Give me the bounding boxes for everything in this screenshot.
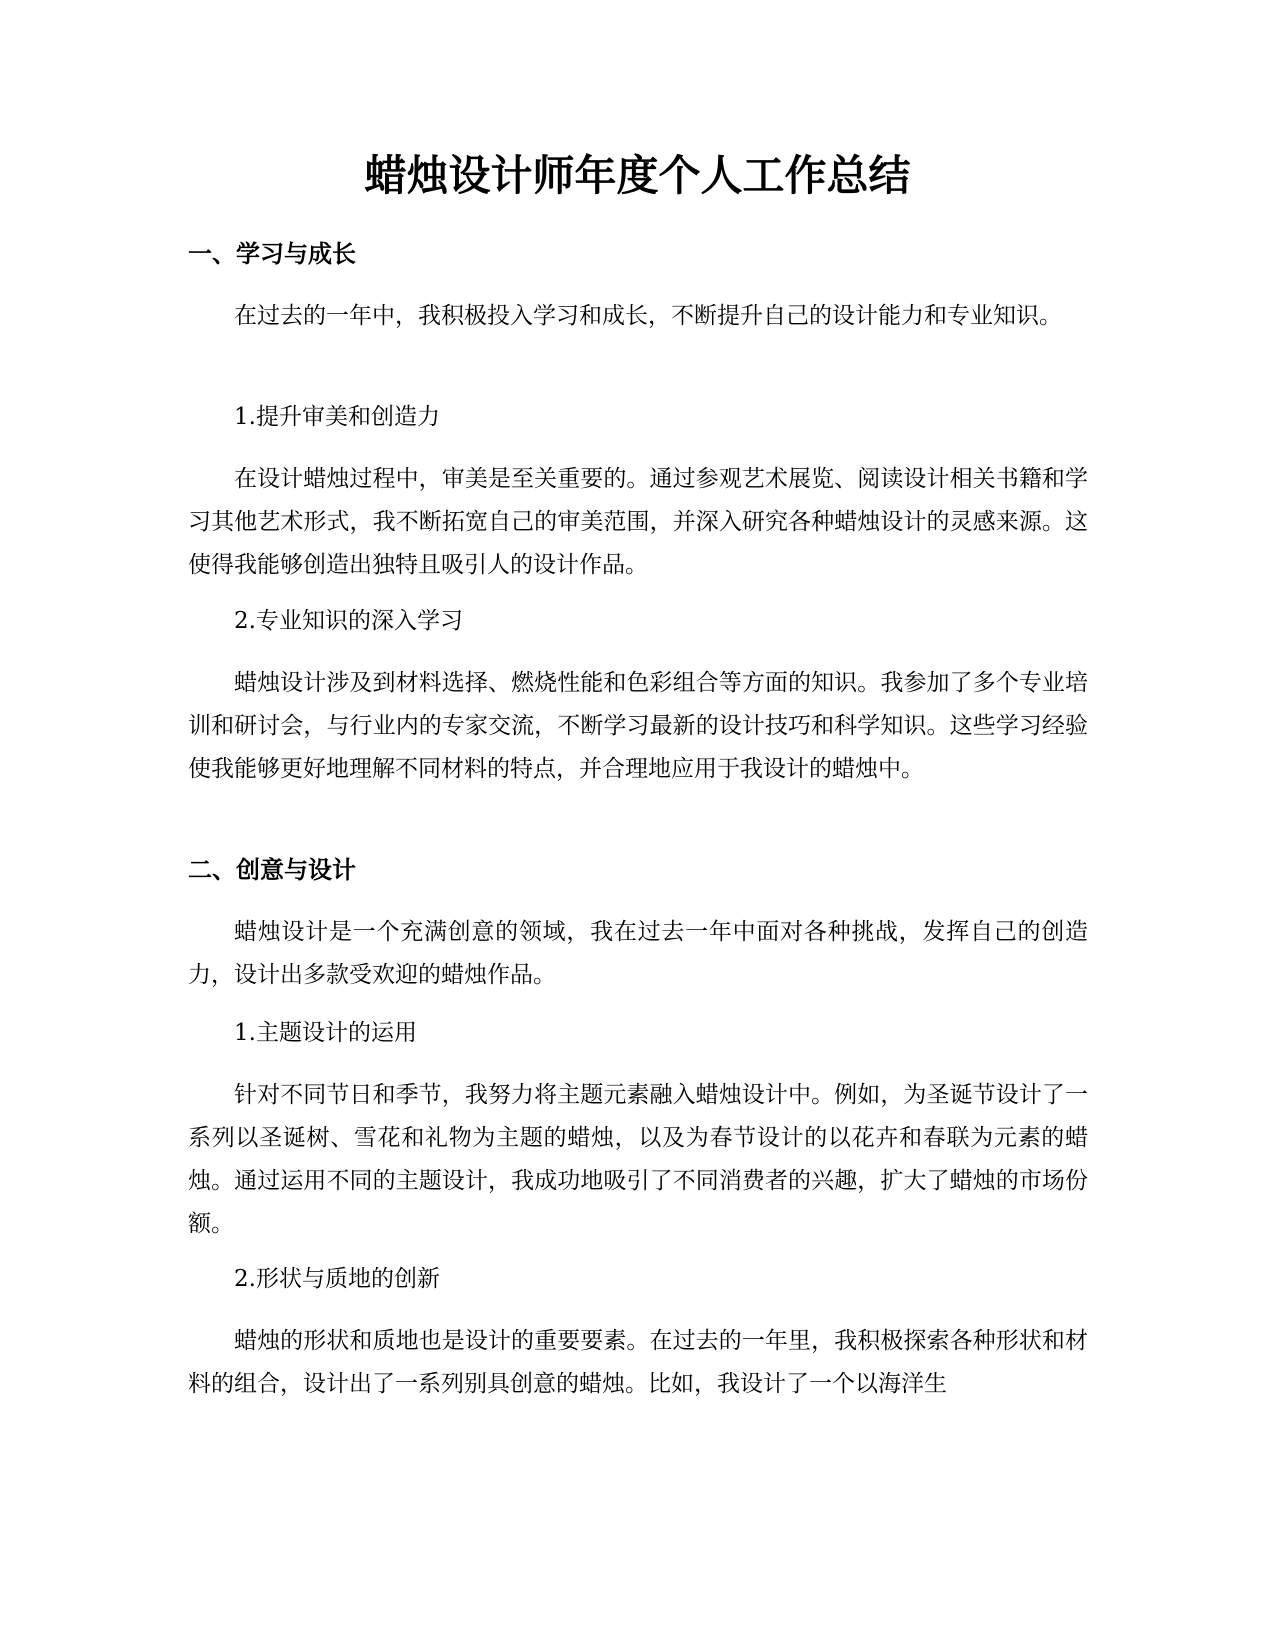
section1-item2-title: 2.专业知识的深入学习: [234, 608, 463, 634]
section1-item2-paragraph: 蜡烛设计涉及到材料选择、燃烧性能和色彩组合等方面的知识。我参加了多个专业培训和研讨会，与行业内的专家交流，不断学习最新的设计技巧和科学知识。这些学习经验使我能够更好地理解不同材料的特点，并合理地应用于我设计的蜡烛中。: [188, 670, 1088, 782]
section2-item1-title: 1.主题设计的运用: [234, 1020, 417, 1046]
section1-intro-paragraph: 在过去的一年中，我积极投入学习和成长，不断提升自己的设计能力和专业知识。: [234, 303, 1062, 329]
section-heading-learning: 一、学习与成长: [188, 240, 356, 268]
section2-item2-title: 2.形状与质地的创新: [234, 1266, 440, 1292]
section-heading-creativity: 二、创意与设计: [188, 856, 356, 884]
section1-item1-paragraph: 在设计蜡烛过程中，审美是至关重要的。通过参观艺术展览、阅读设计相关书籍和学习其他艺术形式，我不断拓宽自己的审美范围，并深入研究各种蜡烛设计的灵感来源。这使得我能够创造出独特且吸引人的设计作品。: [188, 466, 1088, 578]
section1-item1-title: 1.提升审美和创造力: [234, 404, 440, 430]
section2-intro-paragraph: 蜡烛设计是一个充满创意的领域，我在过去一年中面对各种挑战，发挥自己的创造力，设计出多款受欢迎的蜡烛作品。: [188, 919, 1088, 988]
section2-item2-paragraph: 蜡烛的形状和质地也是设计的重要要素。在过去的一年里，我积极探索各种形状和材料的组合，设计出了一系列别具创意的蜡烛。比如，我设计了一个以海洋生: [188, 1328, 1088, 1397]
section2-item1-paragraph: 针对不同节日和季节，我努力将主题元素融入蜡烛设计中。例如，为圣诞节设计了一系列以圣诞树、雪花和礼物为主题的蜡烛，以及为春节设计的以花卉和春联为元素的蜡烛。通过运用不同的主题设计，我成功地吸引了不同消费者的兴趣，扩大了蜡烛的市场份额。: [188, 1082, 1088, 1237]
document-title: 蜡烛设计师年度个人工作总结: [364, 151, 911, 200]
